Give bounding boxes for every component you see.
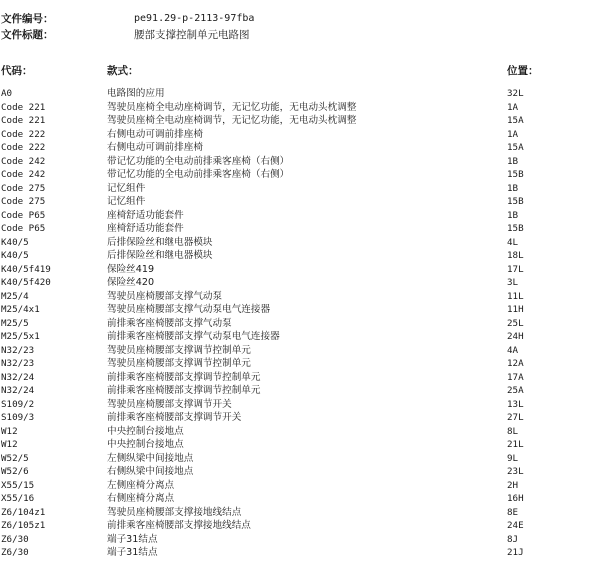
component-position: 15A <box>507 142 524 153</box>
component-code: Code 242 <box>1 155 46 167</box>
table-row <box>0 425 605 439</box>
component-code: Code P65 <box>1 223 46 234</box>
component-position: 9L <box>507 452 519 464</box>
component-code: S109/2 <box>1 398 35 410</box>
component-position: 27L <box>507 412 524 423</box>
component-position: 8L <box>507 425 519 437</box>
component-description: 右侧电动可调前排座椅 <box>107 128 203 140</box>
component-code: Code 221 <box>1 101 46 113</box>
component-position: 8E <box>507 506 519 518</box>
component-code: Code 222 <box>1 142 46 153</box>
component-code: X55/16 <box>1 493 35 504</box>
component-code: Z6/105z1 <box>1 520 46 531</box>
table-row <box>0 398 605 412</box>
component-description: 前排乘客座椅腰部支撑气动泵 <box>107 317 232 329</box>
component-description: 后排保险丝和继电器模块 <box>107 250 213 261</box>
component-description: 端子31结点 <box>107 547 158 558</box>
table-row <box>0 209 605 223</box>
table-row <box>0 317 605 331</box>
component-description: 中央控制台接地点 <box>107 439 184 450</box>
component-description: 后排保险丝和继电器模块 <box>107 236 213 248</box>
component-position: 18L <box>507 250 524 261</box>
component-description: 驾驶员座椅腰部支撑气动泵电气连接器 <box>107 304 271 315</box>
component-description: 座椅舒适功能套件 <box>107 223 184 234</box>
table-row <box>0 357 605 371</box>
component-position: 25L <box>507 317 524 329</box>
component-description: 中央控制台接地点 <box>107 425 184 437</box>
component-position: 1B <box>507 182 519 194</box>
component-code: X55/15 <box>1 479 35 491</box>
component-description: 保险丝420 <box>107 277 155 288</box>
legend-table <box>0 87 605 560</box>
table-row <box>0 141 605 155</box>
component-position: 1A <box>507 101 519 113</box>
component-position: 17A <box>507 371 524 383</box>
component-position: 15B <box>507 169 524 180</box>
component-position: 15A <box>507 115 524 126</box>
component-code: W52/6 <box>1 466 29 477</box>
column-header-description: 款式： <box>107 65 139 77</box>
table-row <box>0 438 605 452</box>
component-position: 15B <box>507 223 524 234</box>
component-code: N32/23 <box>1 344 35 356</box>
table-row <box>0 411 605 425</box>
component-description: 记忆组件 <box>107 182 146 194</box>
component-description: 前排乘客座椅腰部支撑调节控制单元 <box>107 371 261 383</box>
table-row <box>0 479 605 493</box>
component-position: 24H <box>507 331 524 342</box>
component-code: Code 275 <box>1 196 46 207</box>
component-code: K40/5 <box>1 236 29 248</box>
component-code: Code 242 <box>1 169 46 180</box>
table-row <box>0 222 605 236</box>
component-position: 2H <box>507 479 519 491</box>
component-code: N32/24 <box>1 371 35 383</box>
table-row <box>0 101 605 115</box>
component-description: 记忆组件 <box>107 196 146 207</box>
component-code: M25/4 <box>1 290 29 302</box>
table-row <box>0 236 605 250</box>
table-row <box>0 182 605 196</box>
component-description: 前排乘客座椅腰部支撑气动泵电气连接器 <box>107 331 280 342</box>
component-position: 4A <box>507 344 519 356</box>
component-description: 驾驶员座椅腰部支撑调节控制单元 <box>107 344 251 356</box>
table-row <box>0 290 605 304</box>
table-row <box>0 384 605 398</box>
component-position: 11H <box>507 304 524 315</box>
doc-title-value: 腰部支撑控制单元电路图 <box>134 29 250 41</box>
table-row <box>0 465 605 479</box>
component-description: 驾驶员座椅全电动座椅调节，无记忆功能，无电动头枕调整 <box>107 101 357 113</box>
component-position: 24E <box>507 520 524 531</box>
table-row <box>0 128 605 142</box>
table-row <box>0 452 605 466</box>
component-code: M25/5 <box>1 317 29 329</box>
component-description: 左侧纵梁中间接地点 <box>107 452 194 464</box>
component-description: 驾驶员座椅全电动座椅调节，无记忆功能，无电动头枕调整 <box>107 115 357 126</box>
doc-number-value: pe91.29-p-2113-97fba <box>134 13 255 24</box>
table-row <box>0 195 605 209</box>
table-row <box>0 276 605 290</box>
component-position: 21L <box>507 439 524 450</box>
component-code: S109/3 <box>1 412 35 423</box>
component-position: 3L <box>507 277 519 288</box>
component-description: 驾驶员座椅腰部支撑调节开关 <box>107 398 232 410</box>
component-position: 21J <box>507 547 524 558</box>
table-row <box>0 533 605 547</box>
column-header-position: 位置： <box>507 65 539 77</box>
table-row <box>0 519 605 533</box>
component-description: 保险丝419 <box>107 263 155 275</box>
component-description: 右侧电动可调前排座椅 <box>107 142 203 153</box>
table-row <box>0 87 605 101</box>
component-position: 1A <box>507 128 519 140</box>
table-row <box>0 263 605 277</box>
component-description: 带记忆功能的全电动前排乘客座椅（右侧） <box>107 155 290 167</box>
component-code: Z6/30 <box>1 547 29 558</box>
component-position: 12A <box>507 358 524 369</box>
table-row <box>0 492 605 506</box>
component-position: 4L <box>507 236 519 248</box>
component-description: 驾驶员座椅腰部支撑接地线结点 <box>107 506 242 518</box>
component-description: 驾驶员座椅腰部支撑调节控制单元 <box>107 358 251 369</box>
component-position: 25A <box>507 385 524 396</box>
column-header-code: 代码： <box>1 65 33 77</box>
component-code: W12 <box>1 439 18 450</box>
component-description: 右侧纵梁中间接地点 <box>107 466 194 477</box>
table-row <box>0 249 605 263</box>
component-position: 8J <box>507 533 519 545</box>
component-description: 端子31结点 <box>107 533 158 545</box>
component-description: 左侧座椅分离点 <box>107 479 175 491</box>
component-description: 前排乘客座椅腰部支撑接地线结点 <box>107 520 251 531</box>
component-code: N32/24 <box>1 385 35 396</box>
table-row <box>0 344 605 358</box>
component-code: M25/5x1 <box>1 331 40 342</box>
component-code: Code 222 <box>1 128 46 140</box>
component-position: 23L <box>507 466 524 477</box>
component-position: 17L <box>507 263 524 275</box>
component-position: 13L <box>507 398 524 410</box>
component-code: Z6/30 <box>1 533 29 545</box>
table-row <box>0 546 605 560</box>
component-code: A0 <box>1 88 13 99</box>
component-code: Code P65 <box>1 209 46 221</box>
component-description: 右侧座椅分离点 <box>107 493 175 504</box>
component-code: K40/5f420 <box>1 277 51 288</box>
component-position: 16H <box>507 493 524 504</box>
table-row <box>0 303 605 317</box>
component-position: 15B <box>507 196 524 207</box>
component-code: Z6/104z1 <box>1 506 46 518</box>
component-code: K40/5 <box>1 250 29 261</box>
table-row <box>0 155 605 169</box>
doc-title-label: 文件标题： <box>1 29 54 41</box>
component-description: 驾驶员座椅腰部支撑气动泵 <box>107 290 223 302</box>
table-row <box>0 371 605 385</box>
doc-number-label: 文件编号： <box>1 13 54 25</box>
component-description: 前排乘客座椅腰部支撑调节控制单元 <box>107 385 261 396</box>
component-description: 前排乘客座椅腰部支撑调节开关 <box>107 412 242 423</box>
table-row <box>0 506 605 520</box>
component-description: 电路图的应用 <box>107 88 165 99</box>
component-code: W12 <box>1 425 18 437</box>
component-code: Code 275 <box>1 182 46 194</box>
component-code: M25/4x1 <box>1 304 40 315</box>
component-description: 座椅舒适功能套件 <box>107 209 184 221</box>
component-position: 1B <box>507 209 519 221</box>
component-code: W52/5 <box>1 452 29 464</box>
component-position: 32L <box>507 88 524 99</box>
component-position: 1B <box>507 155 519 167</box>
component-description: 带记忆功能的全电动前排乘客座椅（右侧） <box>107 169 290 180</box>
component-code: N32/23 <box>1 358 35 369</box>
component-code: K40/5f419 <box>1 263 51 275</box>
component-code: Code 221 <box>1 115 46 126</box>
table-row <box>0 330 605 344</box>
component-position: 11L <box>507 290 524 302</box>
table-row <box>0 168 605 182</box>
table-row <box>0 114 605 128</box>
